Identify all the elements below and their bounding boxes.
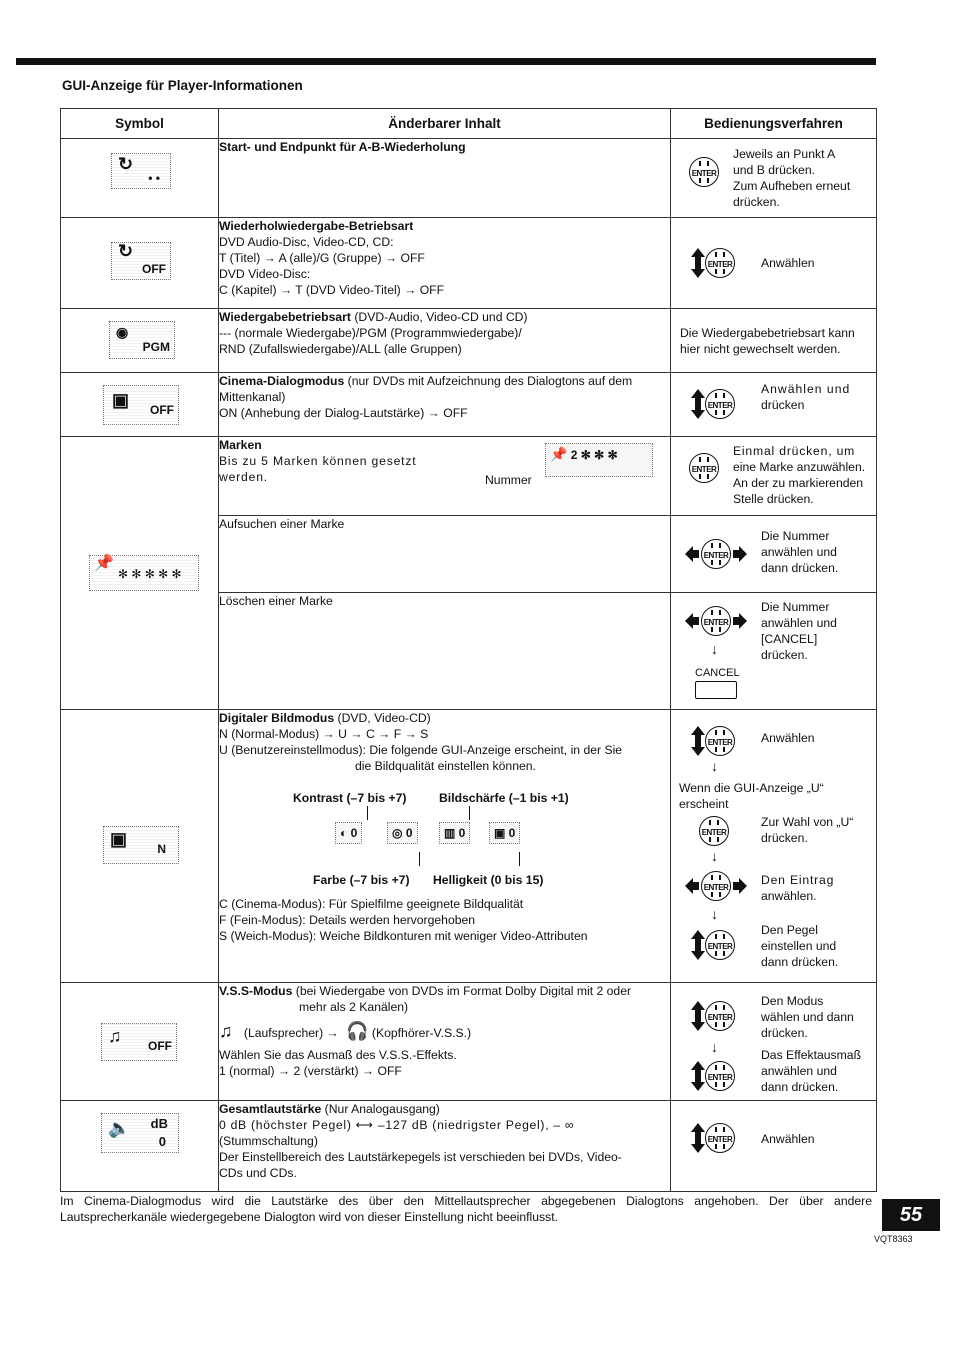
footnote: Im Cinema-Dialogmodus wird die Lautstärke des über den Mittellautsprecher abgegebenen Dialogtons angehoben. Der über andere Lautsprecherkanäle wiedergegebene Dialogton wird von dieser Einstellung nicht beeinflusst. (60, 1194, 872, 1224)
up-down-arrow-icon (691, 1001, 705, 1031)
col-operation: Bedienungsverfahren (671, 109, 877, 139)
pin-icon: 📌 (550, 446, 568, 462)
symbol-vss: ♫ OFF (61, 983, 218, 1100)
speaker-icon: ♫ (108, 1026, 122, 1046)
tv-icon: ▣ (110, 829, 128, 849)
enter-button-icon: ENTER (701, 871, 731, 901)
headphone-icon: 🎧 (346, 1021, 369, 1041)
col-symbol: Symbol (61, 109, 219, 139)
right-arrow-icon (733, 878, 747, 894)
enter-button-icon: ENTER (705, 726, 735, 756)
enter-button-icon: ENTER (705, 1061, 735, 1091)
picture-adjust-display: ◐ 0 ◎ 0 ▥ 0 ▣ 0 (335, 818, 539, 854)
info-table: Symbol Änderbarer Inhalt Bedienungsverfahren ↻ • • Start- und Endpunkt für A-B-Wiederholung ENTER Jeweils an Punkt A und B drücken. Zum Aufheben erneut drücken. ↻ OFF Wiederholwiedergabe-Betriebsart DVD Audio-Disc, Video-CD, CD: T (Titel) → A (alle)/G (Gruppe) → OFF DVD Video-Disc: C (Kapitel) → T (DVD Video-Titel) → OFF ENTER Anwählen ◉ PGM Wiedergabebetriebsart (DVD-Audio, Video-CD und CD) --- (normale Wiedergabe)/PGM (Programmwiedergabe)/ RND (Zufallswiedergabe)/ALL (alle Gruppen) Die Wiedergabebetriebsart kann hier nicht gewechselt werden. ▣ OFF Cinema-Dialogmodus (nur DVDs mit Aufzeichnung des Dialogtons auf dem Mittenkanal) ON (Anhebung der Dialog-Lautstärke) → OFF ENTER Anwählen und drücken 📌 ✻ ✻ ✻ ✻ ✻ Marken Bis zu 5 Marken können gesetzt werden. Nummer 📌 2 ✻ ✻ ✻ ENTER Einmal drücken, um eine Marke anzuwählen. An der zu markierenden Stelle drücken. Aufsuchen einer Marke ENTER Die Nummer anwählen und dann drücken. Löschen einer Marke ENTER ↓ CANCEL Die Nummer anwählen und [CANCEL] drücken. ▣ N Digitaler Bildmodus (DVD, Video-CD) N (Normal-Modus) → U → C → F → S U (Benutzereinstellmodus): Die folgende GUI-Anzeige erscheint, in der Sie die Bildqualität einstellen können. Kontrast (–7 bis +7) Bildschärfe (–1 bis +1) ◐ 0 ◎ 0 ▥ 0 ▣ 0 Farbe (–7 bis +7) Helligkeit (0 bis 15) C (Cinema-Modus): Für Spielfilme geeignete Bildqualität F (Fein-Modus): Details werden hervorgehoben S (Weich-Modus): Weiche Bildkonturen mit weniger Video-Attributen ENTER Anwählen ↓ Wenn die GUI-Anzeige „U“ erscheint ENTER Zur Wahl von „U“ drücken. ↓ ENTER Den Eintrag anwählen. ↓ ENTER Den Pegel einstellen und dann drücken. ♫ OFF V.S.S-Modus (bei Wiedergabe von DVDs im Format Dolby Digital mit 2 oder mehr als 2 Kanälen) ♫ (Laufsprecher) → 🎧 (Kopfhörer-V.S.S.) Wählen Sie das Ausmaß des V.S.S.-Effekts. 1 (normal) → 2 (verstärkt) → OFF ENTER Den Modus wählen und dann drücken. ↓ ENTER Das Effektausmaß anwählen und dann drücken. 🔈 dB 0 Gesamtlautstärke (Nur Analogausgang) 0 dB (höchster Pegel) ⟷ –127 dB (niedrigster Pegel), – ∞ (Stummschaltung) Der Einstellbereich des Lautstärkepegels ist verschieden bei DVDs, Video- CDs und CDs. ENTER Anwählen (60, 108, 877, 1192)
enter-button-icon: ENTER (705, 930, 735, 960)
page-number: 55 (882, 1199, 940, 1231)
enter-button-icon: ENTER (699, 816, 729, 846)
symbol-volume: 🔈 dB 0 (61, 1101, 218, 1191)
speaker-icon: ♫ (219, 1021, 233, 1041)
left-arrow-icon (685, 613, 699, 629)
volume-icon: 🔈 (108, 1118, 131, 1138)
up-down-arrow-icon (691, 726, 705, 756)
ab-title: Start- und Endpunkt für A-B-Wiederholung (219, 140, 466, 154)
down-arrow-icon: ↓ (711, 848, 718, 864)
disc-icon: ◉ (116, 324, 129, 340)
page-heading: GUI-Anzeige für Player-Informationen (62, 78, 303, 93)
repeat-icon: ↻ (118, 154, 134, 174)
up-down-arrow-icon (691, 1123, 705, 1153)
down-arrow-icon: ↓ (711, 1039, 718, 1055)
enter-button-icon: ENTER (705, 1123, 735, 1153)
right-arrow-icon (733, 546, 747, 562)
tv-icon: ▣ (112, 390, 130, 410)
enter-button-icon: ENTER (705, 1001, 735, 1031)
up-down-arrow-icon (691, 248, 705, 278)
down-arrow-icon: ↓ (711, 758, 718, 774)
enter-button-icon: ENTER (689, 157, 719, 187)
left-arrow-icon (685, 878, 699, 894)
enter-button-icon: ENTER (701, 606, 731, 636)
enter-button-icon: ENTER (701, 539, 731, 569)
marker-display: 📌 2 ✻ ✻ ✻ (545, 443, 653, 477)
top-rule (16, 58, 876, 65)
symbol-picture-mode: ▣ N (61, 710, 218, 982)
col-content: Änderbarer Inhalt (219, 109, 671, 139)
down-arrow-icon: ↓ (711, 641, 718, 657)
up-down-arrow-icon (691, 930, 705, 960)
up-down-arrow-icon (691, 1061, 705, 1091)
cancel-button-icon (695, 681, 737, 699)
down-arrow-icon: ↓ (711, 906, 718, 922)
doc-code: VQT8363 (874, 1234, 913, 1244)
up-down-arrow-icon (691, 389, 705, 419)
enter-button-icon: ENTER (705, 389, 735, 419)
right-arrow-icon (733, 613, 747, 629)
symbol-marker: 📌 ✻ ✻ ✻ ✻ ✻ (61, 437, 218, 707)
enter-button-icon: ENTER (705, 248, 735, 278)
repeat-icon: ↻ (118, 241, 134, 261)
enter-button-icon: ENTER (689, 453, 719, 483)
left-arrow-icon (685, 546, 699, 562)
pin-icon: 📌 (94, 555, 114, 572)
